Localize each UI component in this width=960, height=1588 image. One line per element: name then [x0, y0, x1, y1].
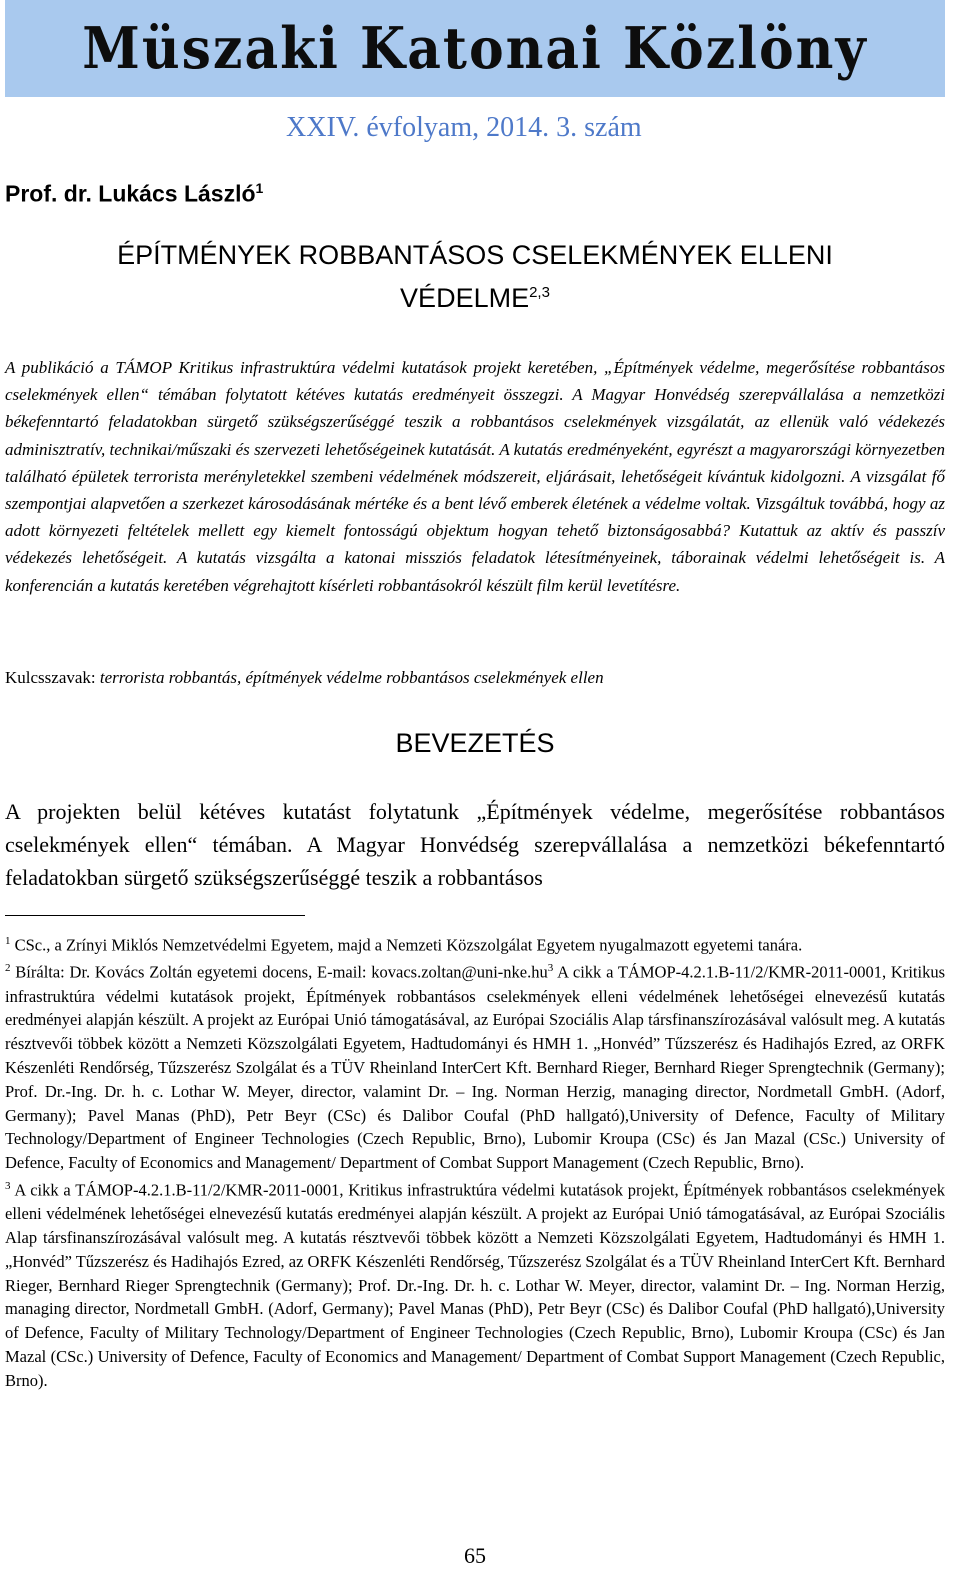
article-title [5, 236, 945, 317]
footnote-divider [5, 915, 305, 916]
footnote-1 [5, 930, 945, 957]
journal-banner [5, 0, 945, 97]
footnote-3 [5, 1175, 945, 1393]
footnote-3-text: A cikk a TÁMOP-4.2.1.B-11/2/KMR-2011-0001, Kritikus infrastruktúra védelmi kutatások projekt, Építmények robbantásos cselekmények elleni védelmének lehetőségei elnevezésű kutatás eredményei alapján készült. A projekt az Európai Unió támogatásával, az Európai Szociális Alap társfinanszírozásával valósult meg. A kutatás résztvevői többek között a Nemzeti Közszolgálati Egyetem, Hadtudományi és HMH 1. „Honvéd” Tűzszerész és Hadihajós Ezred, az ORFK Készenléti Rendőrség, Tűzszerész Szolgálat és a TÜV Rheinland InterCert Kft. Bernhard Rieger, Bernhard Rieger Sprengtechnik (Germany); Prof. Dr.-Ing. Dr. h. c. Lothar W. Meyer, director, valamint Dr. – Ing. Norman Herzig, managing director, Nordmetall GmbH. (Adorf, Germany); Pavel Manas (PhD), Petr Beyr (CSc) és Dalibor Coufal (PhD hallgató),University of Defence, Faculty of Military Technology/Department of Engineer Technologies (Czech Republic, Brno), Lubomir Kroupa (CSc) és Jan Mazal (CSc.) University of Defence, Faculty of Economics and Management/ Department of Combat Support Management (Czech Republic, Brno). [5, 1180, 945, 1390]
footnote-2-ref: 3 [547, 962, 554, 975]
volume-info: XXIV. évfolyam, 2014. 3. szám [286, 112, 642, 143]
page-number: 65 [464, 1543, 486, 1568]
title-footnote-ref: 2,3 [529, 284, 550, 301]
footnote-1-number: 1 [5, 935, 11, 947]
title-line-2 [5, 274, 945, 317]
section-title: BEVEZETÉS [395, 728, 555, 758]
footnotes [5, 930, 945, 1393]
author-name: Prof. dr. Lukács László [5, 180, 256, 207]
abstract: A publikáció a TÁMOP Kritikus infrastruktúra védelmi kutatások projekt keretében, „Építmények védelme, megerősítése robbantásos cselekmények ellen“ témában folytatott kétéves kutatás eredményeit összegzi. A Magyar Honvédség szerepvállalása a nemzetközi békefenntartó feladatokban sürgető szükségszerűséggé teszik a robbantásos cselekmények vizsgálatát, az ellenük való védekezés adminisztratív, technikai/műszaki és szervezeti lehetőségeinek kutatását. A kutatás eredményeként, egyrészt a magyarországi környezetben található épületek terrorista merényletekkel szembeni védelmének módszereit, eljárásait, lehetőségeit kívántuk kidolgozni. A vizsgálat fő szempontjai alapvetően a szerkezet károsodásának mértéke és a bent lévő emberek életének a védelme voltak. Vizsgáltuk továbbá, hogy az adott környezeti feltételek mellett egy kiemelt fontosságú objektum hogyan tehető biztonságosabbá? Kutattuk az aktív és passzív védekezés lehetőségeit. A kutatás vizsgálta a katonai missziós feladatok létesítményeinek, táborainak védelmi lehetőségeit is. A konferencián a kutatás keretében végrehajtott kísérleti robbantásokról készült film kerül levetítésre. [5, 358, 945, 595]
journal-title-logo: Müszaki Katonai Közlöny [82, 14, 868, 83]
footnote-2-text-continued: A cikk a TÁMOP-4.2.1.B-11/2/KMR-2011-0001, Kritikus infrastruktúra védelmi kutatások projekt, Építmények robbantásos cselekmények elleni védelmének lehetőségei elnevezésű kutatás eredményei alapján készült. A projekt az Európai Unió támogatásával, az Európai Szociális Alap társfinanszírozásával valósult meg. A kutatás résztvevői többek között a Nemzeti Közszolgálati Egyetem, Hadtudományi és HMH 1. „Honvéd” Tűzszerész és Hadihajós Ezred, az ORFK Készenléti Rendőrség, Tűzszerész Szolgálat és a TÜV Rheinland InterCert Kft. Bernhard Rieger, Bernhard Rieger Sprengtechnik (Germany); Prof. Dr.-Ing. Dr. h. c. Lothar W. Meyer, director, valamint Dr. – Ing. Norman Herzig, managing director, Nordmetall GmbH. (Adorf, Germany); Pavel Manas (PhD), Petr Beyr (CSc) és Dalibor Coufal (PhD hallgató),University of Defence, Faculty of Military Technology/Department of Engineer Technologies (Czech Republic, Brno), Lubomir Kroupa (CSc) és Jan Mazal (CSc.) University of Defence, Faculty of Economics and Management/ Department of Combat Support Management (Czech Republic, Brno). [5, 962, 946, 1173]
keywords-value: terrorista robbantás, építmények védelme robbantásos cselekmények ellen [99, 668, 604, 687]
footnote-2-text: Bírálta: Dr. Kovács Zoltán egyetemi docens, E-mail: kovacs.zoltan@uni-nke.hu [15, 962, 548, 982]
title-line-2-text: VÉDELME [400, 283, 530, 313]
intro-paragraph: A projekten belül kétéves kutatást folytatunk „Építmények védelme, megerősítése robbantásos cselekmények ellen“ témában. A Magyar Honvédség szerepvállalása a nemzetközi békefenntartó feladatokban sürgető szükségszerűséggé teszik a robbantásos [5, 799, 945, 890]
title-line-1: ÉPÍTMÉNYEK ROBBANTÁSOS CSELEKMÉNYEK ELLENI [117, 240, 833, 270]
footnote-2 [5, 957, 945, 1175]
author [5, 180, 263, 208]
footnote-3-number: 3 [5, 1179, 11, 1192]
keywords-label: Kulcsszavak: [5, 668, 96, 687]
footnote-1-text: CSc., a Zrínyi Miklós Nemzetvédelmi Egyetem, majd a Nemzeti Közszolgálat Egyetem nyugalmazott egyetemi tanára. [14, 935, 803, 955]
footnote-2-number: 2 [5, 962, 11, 975]
keywords [5, 666, 945, 690]
author-footnote-ref: 1 [255, 180, 264, 196]
